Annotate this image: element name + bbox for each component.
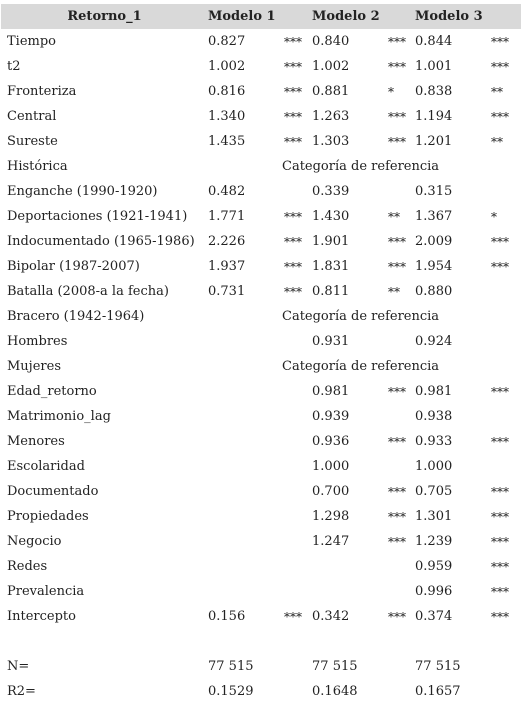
significance-cell	[282, 579, 312, 604]
significance-cell	[489, 404, 521, 429]
coefficient-cell	[208, 429, 282, 454]
significance-cell	[282, 504, 312, 529]
row-label: Hombres	[7, 334, 68, 349]
header-row	[1, 4, 521, 29]
significance-cell: **	[491, 134, 504, 149]
significance-cell	[386, 454, 415, 479]
significance-cell: ***	[284, 34, 302, 49]
significance-cell: ***	[284, 59, 302, 74]
coefficient-cell: 77 515	[415, 659, 461, 674]
table-row	[1, 254, 521, 279]
coefficient-cell: 1.430	[312, 209, 350, 224]
coefficient-cell: 1.301	[415, 509, 453, 524]
coefficient-cell: 1.001	[415, 59, 453, 74]
coefficient-cell: 0.938	[415, 409, 453, 424]
coefficient-cell: 1.340	[208, 109, 246, 124]
significance-cell: ***	[284, 209, 302, 224]
row-label: Central	[7, 109, 57, 124]
table-row	[1, 104, 521, 129]
significance-cell: **	[388, 209, 401, 224]
significance-cell	[489, 679, 521, 704]
coefficient-cell: 0.482	[208, 184, 246, 199]
table-row	[1, 229, 521, 254]
significance-cell: ***	[491, 434, 510, 449]
significance-cell	[282, 479, 312, 504]
coefficient-cell	[208, 329, 282, 354]
reference-row	[1, 304, 521, 329]
coefficient-cell: 1.298	[312, 509, 350, 524]
row-label: Redes	[7, 559, 48, 574]
significance-cell: ***	[284, 84, 302, 99]
significance-cell: ***	[491, 384, 510, 399]
significance-cell: ***	[491, 59, 510, 74]
significance-cell: ***	[491, 259, 510, 274]
row-label: Fronteriza	[7, 84, 77, 99]
coefficient-cell: 1.263	[312, 109, 350, 124]
coefficient-cell: 0.374	[415, 609, 453, 624]
significance-cell: ***	[284, 609, 302, 624]
header-model-3: Modelo 3	[415, 4, 521, 29]
coefficient-cell: 0.1657	[415, 684, 461, 699]
header-model-1: Modelo 1	[208, 4, 312, 29]
coefficient-cell: 0.996	[415, 584, 453, 599]
coefficient-cell: 0.816	[208, 84, 246, 99]
significance-cell	[386, 554, 415, 579]
table-row	[1, 404, 521, 429]
reference-category-text: Categoría de referencia	[282, 159, 440, 174]
significance-cell	[282, 454, 312, 479]
significance-cell: ***	[491, 234, 510, 249]
significance-cell: ***	[388, 384, 407, 399]
significance-cell: ***	[284, 259, 302, 274]
significance-cell: **	[491, 84, 504, 99]
significance-cell: **	[388, 284, 401, 299]
spacer-row	[1, 629, 521, 654]
significance-cell: ***	[491, 109, 510, 124]
reference-category-text: Categoría de referencia	[282, 359, 440, 374]
coefficient-cell: 0.840	[312, 34, 350, 49]
significance-cell: ***	[491, 484, 510, 499]
coefficient-cell: 0.936	[312, 434, 350, 449]
coefficient-cell	[208, 504, 282, 529]
regression-table	[1, 4, 521, 704]
coefficient-cell: 0.315	[415, 184, 453, 199]
row-label: R2=	[7, 684, 36, 699]
table-row	[1, 429, 521, 454]
coefficient-cell: 0.933	[415, 434, 453, 449]
significance-cell: ***	[388, 609, 407, 624]
reference-category-text: Categoría de referencia	[282, 309, 440, 324]
significance-cell	[386, 579, 415, 604]
row-label: Histórica	[7, 159, 68, 174]
table-row	[1, 504, 521, 529]
significance-cell	[386, 404, 415, 429]
table-row	[1, 279, 521, 304]
table-row	[1, 554, 521, 579]
empty-cell	[208, 354, 282, 379]
coefficient-cell: 1.303	[312, 134, 350, 149]
row-label: N=	[7, 659, 30, 674]
coefficient-cell: 0.339	[312, 184, 350, 199]
coefficient-cell: 0.924	[415, 334, 453, 349]
significance-cell	[386, 679, 415, 704]
significance-cell: ***	[491, 559, 510, 574]
coefficient-cell: 1.901	[312, 234, 350, 249]
significance-cell: ***	[388, 109, 407, 124]
empty-cell	[208, 304, 282, 329]
significance-cell	[386, 654, 415, 679]
significance-cell	[282, 679, 312, 704]
table-row	[1, 379, 521, 404]
coefficient-cell	[312, 554, 386, 579]
significance-cell: ***	[491, 509, 510, 524]
significance-cell: ***	[284, 284, 302, 299]
table-row	[1, 454, 521, 479]
coefficient-cell	[208, 404, 282, 429]
row-label: Deportaciones (1921-1941)	[7, 209, 188, 224]
table-row	[1, 29, 521, 54]
significance-cell: ***	[388, 509, 407, 524]
coefficient-cell: 1.002	[208, 59, 246, 74]
significance-cell	[386, 179, 415, 204]
significance-cell	[282, 554, 312, 579]
coefficient-cell: 77 515	[208, 659, 254, 674]
coefficient-cell: 1.239	[415, 534, 453, 549]
coefficient-cell: 1.435	[208, 134, 246, 149]
significance-cell: ***	[388, 484, 407, 499]
coefficient-cell: 0.811	[312, 284, 350, 299]
coefficient-cell: 0.881	[312, 84, 350, 99]
coefficient-cell: 0.981	[312, 384, 350, 399]
table-body	[1, 29, 521, 704]
coefficient-cell: 0.931	[312, 334, 350, 349]
row-label: Enganche (1990-1920)	[7, 184, 158, 199]
table-row	[1, 679, 521, 704]
row-label: Intercepto	[7, 609, 76, 624]
row-label: Tiempo	[7, 34, 56, 49]
coefficient-cell: 0.827	[208, 34, 246, 49]
row-label: Escolaridad	[7, 459, 85, 474]
significance-cell: *	[388, 84, 395, 99]
significance-cell	[489, 179, 521, 204]
table-row	[1, 54, 521, 79]
row-label: Edad_retorno	[7, 384, 97, 399]
coefficient-cell: 0.342	[312, 609, 350, 624]
coefficient-cell: 1.000	[415, 459, 453, 474]
table-row	[1, 179, 521, 204]
coefficient-cell: 0.981	[415, 384, 453, 399]
header-model-2: Modelo 2	[312, 4, 415, 29]
row-label: Mujeres	[7, 359, 61, 374]
coefficient-cell	[208, 379, 282, 404]
empty-cell	[208, 154, 282, 179]
row-label: Batalla (2008-a la fecha)	[7, 284, 169, 299]
significance-cell	[386, 329, 415, 354]
significance-cell: ***	[491, 584, 510, 599]
significance-cell	[282, 179, 312, 204]
significance-cell: ***	[491, 34, 510, 49]
significance-cell	[489, 329, 521, 354]
coefficient-cell: 1.954	[415, 259, 453, 274]
table-row	[1, 79, 521, 104]
header-variable: Retorno_1	[1, 4, 208, 29]
row-label: Bipolar (1987-2007)	[7, 259, 140, 274]
coefficient-cell: 0.959	[415, 559, 453, 574]
coefficient-cell: 1.937	[208, 259, 246, 274]
significance-cell: ***	[284, 109, 302, 124]
significance-cell: ***	[388, 534, 407, 549]
coefficient-cell: 0.844	[415, 34, 453, 49]
row-label: Bracero (1942-1964)	[7, 309, 145, 324]
significance-cell: ***	[491, 534, 510, 549]
significance-cell: ***	[388, 259, 407, 274]
significance-cell: ***	[284, 134, 302, 149]
significance-cell: ***	[284, 234, 302, 249]
table-row	[1, 654, 521, 679]
table-row	[1, 529, 521, 554]
coefficient-cell	[208, 579, 282, 604]
significance-cell	[489, 454, 521, 479]
coefficient-cell: 0.1648	[312, 684, 358, 699]
coefficient-cell	[208, 529, 282, 554]
coefficient-cell: 1.000	[312, 459, 350, 474]
table-row	[1, 204, 521, 229]
coefficient-cell: 0.705	[415, 484, 453, 499]
coefficient-cell: 1.771	[208, 209, 246, 224]
row-label: Menores	[7, 434, 65, 449]
row-label: t2	[7, 59, 21, 74]
coefficient-cell: 0.156	[208, 609, 246, 624]
significance-cell: ***	[388, 234, 407, 249]
spacer-cell	[1, 629, 521, 654]
coefficient-cell: 0.880	[415, 284, 453, 299]
coefficient-cell: 1.194	[415, 109, 453, 124]
significance-cell: ***	[388, 134, 407, 149]
reference-row	[1, 154, 521, 179]
significance-cell: ***	[388, 59, 407, 74]
coefficient-cell: 1.201	[415, 134, 453, 149]
coefficient-cell: 0.1529	[208, 684, 254, 699]
significance-cell	[282, 654, 312, 679]
significance-cell	[282, 529, 312, 554]
row-label: Negocio	[7, 534, 62, 549]
significance-cell	[489, 654, 521, 679]
coefficient-cell: 1.831	[312, 259, 350, 274]
significance-cell	[282, 429, 312, 454]
coefficient-cell: 0.939	[312, 409, 350, 424]
significance-cell	[282, 404, 312, 429]
row-label: Prevalencia	[7, 584, 85, 599]
coefficient-cell: 0.700	[312, 484, 350, 499]
row-label: Propiedades	[7, 509, 89, 524]
table-row	[1, 329, 521, 354]
significance-cell: ***	[388, 34, 407, 49]
coefficient-cell: 1.247	[312, 534, 350, 549]
significance-cell: ***	[491, 609, 510, 624]
coefficient-cell	[208, 454, 282, 479]
reference-row	[1, 354, 521, 379]
table-row	[1, 579, 521, 604]
coefficient-cell	[312, 579, 386, 604]
coefficient-cell: 77 515	[312, 659, 358, 674]
coefficient-cell: 2.009	[415, 234, 453, 249]
coefficient-cell: 1.002	[312, 59, 350, 74]
significance-cell	[489, 279, 521, 304]
row-label: Matrimonio_lag	[7, 409, 111, 424]
row-label: Sureste	[7, 134, 58, 149]
row-label: Documentado	[7, 484, 99, 499]
significance-cell	[282, 329, 312, 354]
coefficient-cell	[208, 554, 282, 579]
coefficient-cell: 0.731	[208, 284, 246, 299]
row-label: Indocumentado (1965-1986)	[7, 234, 195, 249]
table-row	[1, 604, 521, 629]
significance-cell: ***	[388, 434, 407, 449]
coefficient-cell: 1.367	[415, 209, 453, 224]
significance-cell	[282, 379, 312, 404]
coefficient-cell: 2.226	[208, 234, 246, 249]
table-row	[1, 479, 521, 504]
coefficient-cell: 0.838	[415, 84, 453, 99]
coefficient-cell	[208, 479, 282, 504]
table-row	[1, 129, 521, 154]
significance-cell: *	[491, 209, 498, 224]
